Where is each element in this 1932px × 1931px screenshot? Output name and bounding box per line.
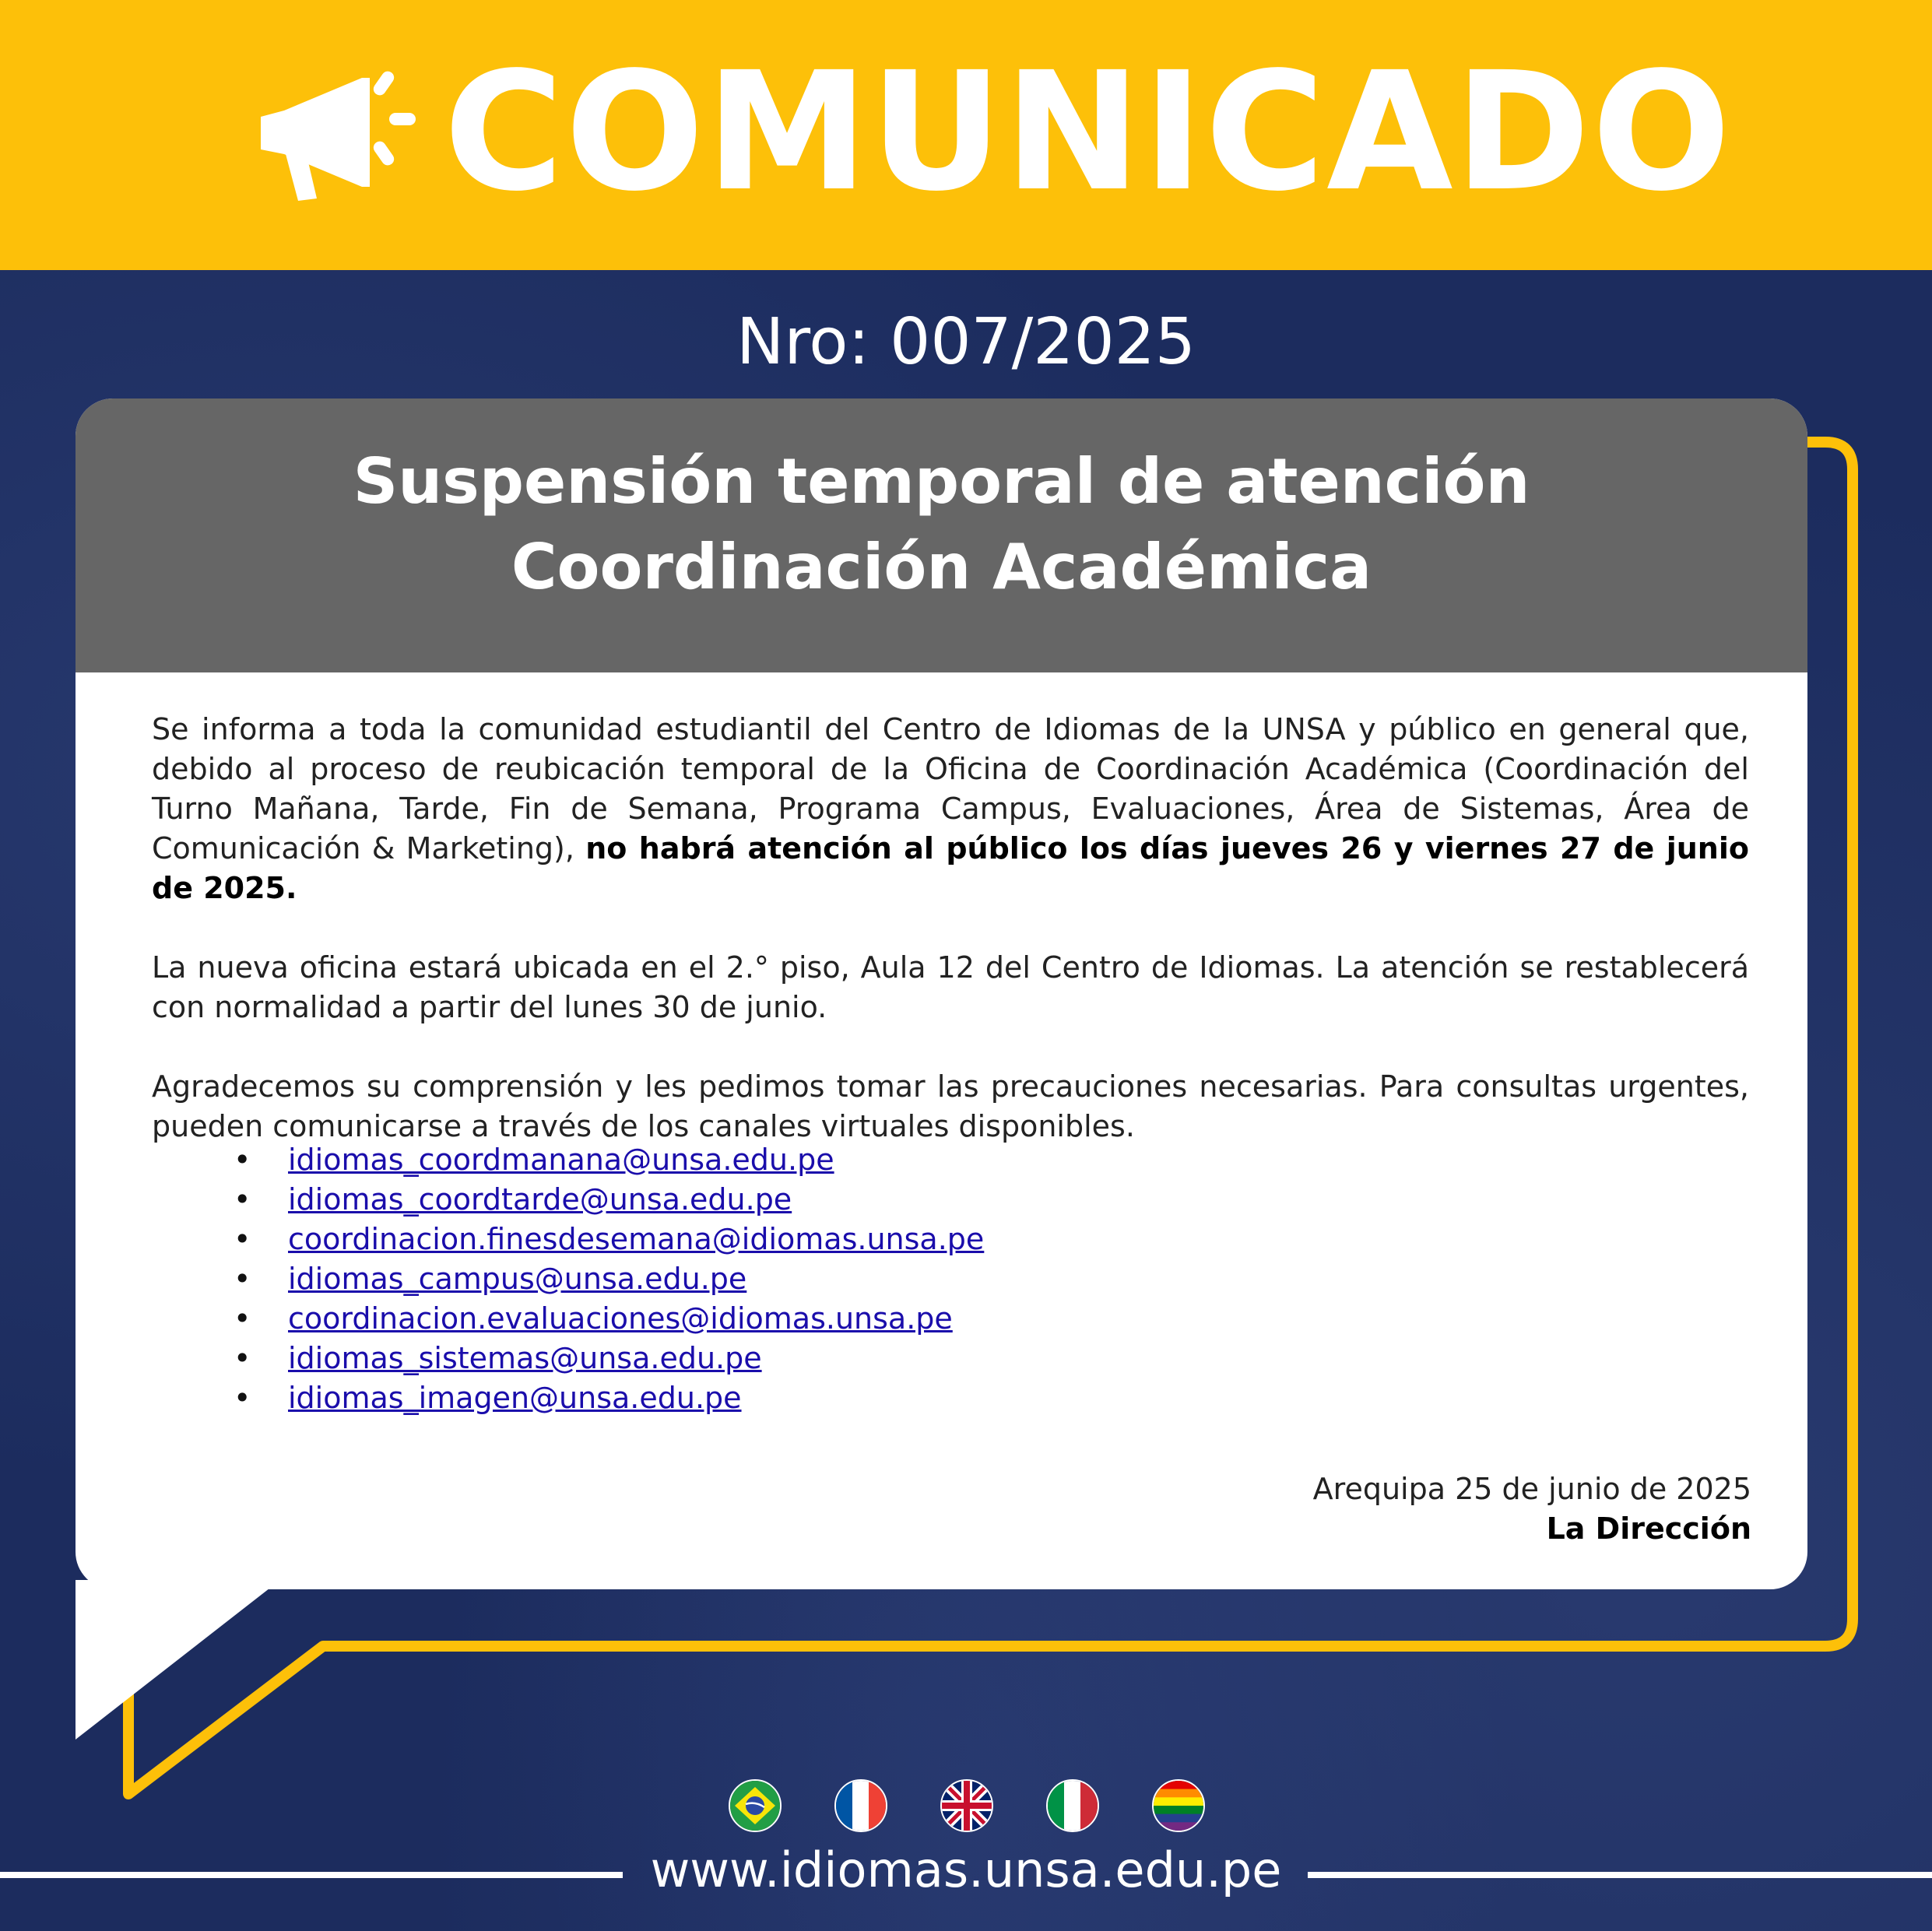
signature-name: La Dirección <box>1546 1511 1751 1546</box>
list-item <box>234 1220 984 1259</box>
paragraph-3: Agradecemos su comprensión y les pedimos tomar las precauciones necesarias. Para consultas urgentes, pueden comunicarse a través de los canales virtuales disponibles. <box>152 1069 1749 1143</box>
rainbow-flag-icon[interactable] <box>1152 1779 1205 1832</box>
notice-number: Nro: 007/2025 <box>736 305 1196 379</box>
paragraph-2: La nueva oficina estará ubicada en el 2.° piso, Aula 12 del Centro de Idiomas. La atención se restablecerá con normalidad a partir del lunes 30 de junio. <box>152 950 1749 1024</box>
signature <box>1313 1469 1751 1549</box>
list-item <box>234 1140 984 1180</box>
paragraph-1-text: Se informa a toda la comunidad estudiantil del Centro de Idiomas de la UNSA y público en general que, debido al proceso de reubicación temporal de la Oficina de Coordinación Académica (Coordinación del Turno Mañana, Tarde, Fin de Semana, Programa Campus, Evaluaciones, Área de Sistemas, Área de Comunicación & Marketing), <box>152 712 1749 865</box>
email-link-coordtarde[interactable]: idiomas_coordtarde@unsa.edu.pe <box>288 1182 792 1217</box>
email-link-evaluaciones[interactable]: coordinacion.evaluaciones@idiomas.unsa.pe <box>288 1301 953 1336</box>
bullet: • <box>234 1341 251 1375</box>
email-list <box>234 1140 984 1418</box>
paragraph-1 <box>152 710 1749 908</box>
email-link-imagen[interactable]: idiomas_imagen@unsa.edu.pe <box>288 1381 742 1415</box>
megaphone-icon <box>253 62 416 202</box>
body-text <box>152 710 1749 1146</box>
list-item <box>234 1259 984 1299</box>
bullet: • <box>234 1143 251 1177</box>
email-link-campus[interactable]: idiomas_campus@unsa.edu.pe <box>288 1262 747 1296</box>
list-item <box>234 1378 984 1418</box>
list-item <box>234 1339 984 1378</box>
list-item <box>234 1299 984 1339</box>
card-title <box>76 439 1807 610</box>
bullet: • <box>234 1222 251 1256</box>
signature-place-date: Arequipa 25 de junio de 2025 <box>1312 1472 1751 1506</box>
france-flag-icon[interactable] <box>834 1779 887 1832</box>
list-item <box>234 1180 984 1220</box>
paragraph-1-bold: no habrá atención al público los días jueves 26 y viernes 27 de junio de 2025. <box>152 831 1749 905</box>
header-title: COMUNICADO <box>444 37 1733 227</box>
website-link[interactable]: www.idiomas.unsa.edu.pe <box>650 1841 1282 1898</box>
bullet: • <box>234 1381 251 1415</box>
card-title-band <box>76 398 1807 672</box>
email-link-coordmanana[interactable]: idiomas_coordmanana@unsa.edu.pe <box>288 1143 834 1177</box>
brazil-flag-icon[interactable] <box>729 1779 782 1832</box>
italy-flag-icon[interactable] <box>1046 1779 1099 1832</box>
card-title-line1: Suspensión temporal de atención <box>353 445 1530 518</box>
bullet: • <box>234 1301 251 1336</box>
header-band <box>0 0 1932 270</box>
email-link-sistemas[interactable]: idiomas_sistemas@unsa.edu.pe <box>288 1341 762 1375</box>
email-link-finesdesemana[interactable]: coordinacion.finesdesemana@idiomas.unsa.pe <box>288 1222 985 1256</box>
uk-flag-icon[interactable] <box>940 1779 993 1832</box>
card-title-line2: Coordinación Académica <box>511 531 1372 603</box>
bullet: • <box>234 1262 251 1296</box>
bullet: • <box>234 1182 251 1217</box>
